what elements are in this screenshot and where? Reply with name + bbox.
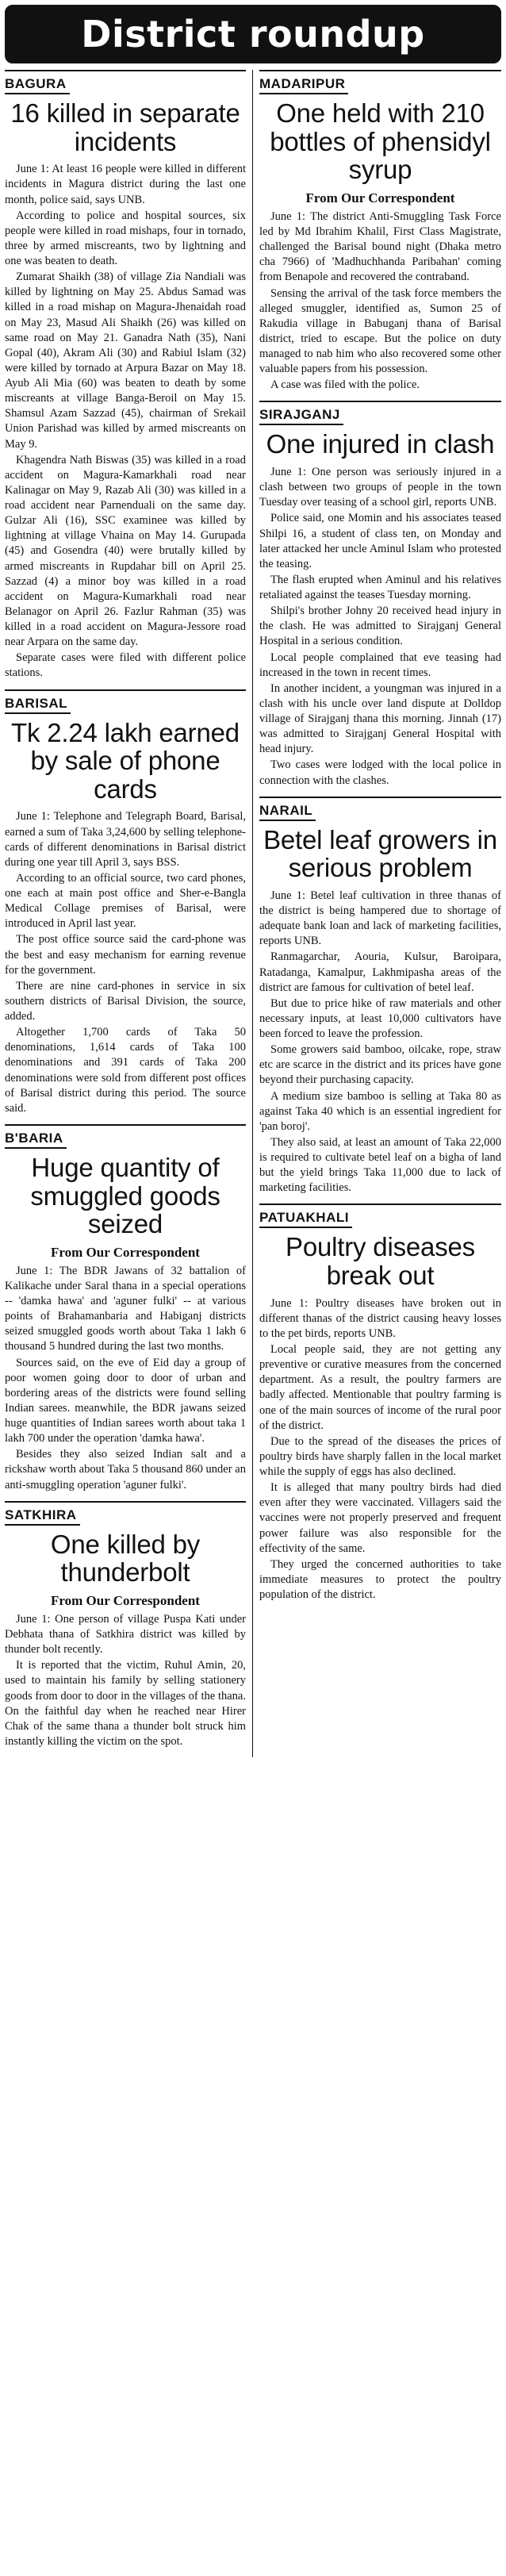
- dateline: MADARIPUR: [259, 75, 348, 94]
- paragraph: They also said, at least an amount of Taka 22,000 is required to cultivate betel leaf on a bigha of land but the yield brings Taka 11,000 due to lack of marketing facilities.: [259, 1135, 501, 1195]
- dateline: SATKHIRA: [5, 1506, 80, 1526]
- story-body: [5, 809, 246, 1116]
- dateline: B'BARIA: [5, 1129, 67, 1149]
- paragraph: A case was filed with the police.: [270, 378, 420, 392]
- paragraph: Sensing the arrival of the task force members the alleged smuggler, identified as, Sumon 25 of Rakudia village in Babuganj thana of Barisal district, tried to escape. But the police on duty managed to nab him who also recovered some other valuable papers from his possession.: [259, 286, 501, 376]
- dateline: BARISAL: [5, 694, 71, 714]
- paragraph: Sources said, on the eve of Eid day a group of poor women going door to door of urban and bordering areas of the districts were found selling Indian sarees. meanwhile, the BDR jawans seized huge quantities of Indian sarees worth about taka 1 lakh 700 under the operation 'damka hawa'.: [5, 1356, 246, 1445]
- headline: Poultry diseases break out: [286, 1232, 475, 1290]
- dateline: SIRAJGANJ: [259, 405, 343, 425]
- story-body: [5, 1264, 246, 1493]
- paragraph: There are nine card-phones in service in six southern districts of Barisal Division, the source, added.: [5, 979, 246, 1023]
- paragraph: Police said, one Momin and his associates teased Shilpi 16, a student of class ten, on Monday and later attacked her uncle Aminul Islam who protested the teasing.: [259, 512, 501, 570]
- paragraph: Separate cases were filed with different police stations.: [5, 651, 246, 680]
- dateline: NARAIL: [259, 801, 316, 821]
- headline: Betel leaf growers in serious problem: [263, 824, 497, 883]
- paragraph: June 1: Betel leaf cultivation in three thanas of the district is being hampered due to shortage of adequate bank loan and lack of marketing facilities, reports UNB.: [259, 889, 501, 948]
- paragraph: June 1: One person of village Puspa Kati under Debhata thana of Satkhira district was killed by thunder bolt recently.: [5, 1612, 246, 1657]
- story-madaripur: [259, 70, 501, 393]
- paragraph: June 1: The BDR Jawans of 32 battalion of Kalikache under Saral thana in a special operations -- 'damka hawa' and 'aguner fulki' -- at various points of Brahamanbaria and Habiganj districts seized smuggled goods worth about Taka 1 lakh 6 thousand 5 hundred during the last two months.: [5, 1264, 246, 1353]
- story-satkhira: [5, 1501, 246, 1749]
- byline: From Our Correspondent: [305, 190, 455, 205]
- paragraph: June 1: At least 16 people were killed in different incidents in Magura district during the last one month, police said, says UNB.: [5, 163, 246, 206]
- paragraph: June 1: The district Anti-Smuggling Task Force led by Md Ibrahim Khalil, First Class Magistrate, challenged the Barisal bound night (Dhaka metro cha 7966) of 'Madhuchhanda Paribahan' coming from Benapole and recovered the contraband.: [259, 209, 501, 284]
- paragraph: Besides they also seized Indian salt and a rickshaw worth about Taka 5 thousand 860 under an anti-smuggling operation 'aguner fulki'.: [5, 1448, 246, 1491]
- paragraph: They urged the concerned authorities to take immediate measures to protect the poultry population of the district.: [259, 1557, 501, 1601]
- columns: [5, 70, 501, 1757]
- paragraph: June 1: Poultry diseases have broken out in different thanas of the district causing heavy losses to the pet birds, reports UNB.: [259, 1296, 501, 1340]
- story-body: [259, 889, 501, 1196]
- story-sirajganj: [259, 401, 501, 788]
- paragraph: Due to the spread of the diseases the prices of poultry birds have sharply fallen in the local market while the supply of eggs has also declined.: [259, 1434, 501, 1478]
- paragraph: Local people said, they are not getting any preventive or curative measures from the concerned department. As a result, the poultry farmers are badly affected. Mentionable that poultry farming is one of the main sources of income of the rural poor of the district.: [259, 1343, 501, 1432]
- byline: From Our Correspondent: [51, 1592, 200, 1608]
- paragraph: Zumarat Shaikh (38) of village Zia Nandiali was killed by lightning on May 25. Abdus Samad was killed in a road mishap on Magura-Jhenaidah road on May 23, Masud Ali Shaikh (26) was killed on same road on May 21. Ganadra Nath (35), Nani Gopal (40), Akram Ali (30) and Rabiul Islam (32) were killed by tornado at Arpura Bazar on May 18. Ayub Ali Mia (60) was beaten to death by some miscreants at village Banga-Beroil on May 15. Shamsul Azam Sazzad (45), chairman of Srekail Union Parishad was killed by armed miscreants on May 9.: [5, 271, 246, 451]
- story-body: [259, 465, 501, 789]
- paragraph: June 1: One person was seriously injured in a clash between two groups of people in the town Tuesday over teasing of a school girl, reports UNB.: [259, 466, 501, 509]
- paragraph: But due to price hike of raw materials and other necessary inputs, at least 10,000 cultivators have been forced to leave the profession.: [259, 996, 501, 1040]
- paragraph: According to an official source, two card phones, one each at main post office and Sher-e-Bangla Medical Collage premises of Barisal, were introduced in April last year.: [5, 871, 246, 931]
- paragraph: According to police and hospital sources, six people were killed in road mishaps, four in tornado, three by armed miscreants, two by lightning and one was beaten to death.: [5, 209, 246, 267]
- section-banner: District roundup: [5, 5, 501, 63]
- headline: One held with 210 bottles of phensidyl syrup: [270, 98, 491, 185]
- paragraph: Khagendra Nath Biswas (35) was killed in a road accident on Magura-Kamarkhali road near Kalinagar on May 9, Razab Ali (30) was killed in a road accident near Parnenduali on the same day. Gulzar Ali (16), SSC examinee was killed by lightning at village Vhaina on May 14. Gurupada (45) and Gosendra (40) were brutally killed by armed miscreants in Rupdahar bill on April 25. Sazzad (4) a minor boy was killed in a road accident on Magura-Kumarkhali road near Belanagor on April 26. Fazlur Rahman (35) was killed in a road accident on Magura-Jessore road near Arpara on the same day.: [5, 453, 246, 649]
- paragraph: It is reported that the victim, Ruhul Amin, 20, used to maintain his family by selling stationery goods from door to door in the villages of the thana. On the faithful day when he reached near Hirer Chak of the same thana a thunder bolt struck him instantly killing the victim on the spot.: [5, 1659, 246, 1748]
- right-column: [253, 70, 501, 1757]
- story-body: [259, 1296, 501, 1603]
- dateline: BAGURA: [5, 75, 70, 94]
- paragraph: Ranmagarchar, Aouria, Kulsur, Baroipara, Ratadanga, Kamalpur, Lakhmipasha areas of the district are famous for cultivation of betel leaf.: [259, 950, 501, 994]
- story-narail: [259, 797, 501, 1196]
- paragraph: A medium size bamboo is selling at Taka 80 as against Taka 40 which is an essential ingredient for 'pan boroj'.: [259, 1089, 501, 1133]
- paragraph: The flash erupted when Aminul and his relatives retaliated against the teases Tuesday morning.: [259, 573, 501, 601]
- paragraph: Local people complained that eve teasing had increased in the town in recent times.: [259, 651, 501, 679]
- paragraph: Two cases were lodged with the local police in connection with the clashes.: [259, 758, 501, 787]
- paragraph: Some growers said bamboo, oilcake, rope, straw etc are scarce in the district and its prices have gone beyond their purchasing capacity.: [259, 1043, 501, 1087]
- paragraph: In another incident, a youngman was injured in a clash with his uncle over land dispute at Dolldop village of Sirajganj thana this morning. Jinnah (17) was admitted to Sirajganj General Hospital with head injury.: [259, 681, 501, 756]
- headline: One injured in clash: [266, 429, 495, 459]
- byline: From Our Correspondent: [51, 1244, 200, 1260]
- paragraph: June 1: Telephone and Telegraph Board, Barisal, earned a sum of Taka 3,24,600 by selling telephone-cards of different denominations in Barisal district during one year till April 3, says BSS.: [5, 810, 246, 869]
- paragraph: Altogether 1,700 cards of Taka 50 denominations, 1,614 cards of Taka 100 denominations and 391 cards of Taka 200 denominations were sold from different post offices of Barisal district during this period. The source said.: [5, 1026, 246, 1115]
- paragraph: It is alleged that many poultry birds had died even after they were vaccinated. Villagers said the vaccines were not properly preserved and frequent power failure was also responsible for the effectivity of the same.: [259, 1481, 501, 1555]
- headline: Tk 2.24 lakh earned by sale of phone cards: [11, 717, 240, 804]
- headline: 16 killed in separate incidents: [10, 98, 240, 156]
- paragraph: Shilpi's brother Johny 20 received head injury in the clash. He was admitted to Sirajganj General Hospital in a serious condition.: [259, 605, 501, 648]
- dateline: PATUAKHALI: [259, 1208, 352, 1228]
- story-barisal: [5, 689, 246, 1116]
- story-patuakhali: [259, 1204, 501, 1603]
- headline: Huge quantity of smuggled goods seized: [30, 1152, 220, 1239]
- story-body: [5, 1612, 246, 1749]
- left-column: [5, 70, 253, 1757]
- story-body: [5, 162, 246, 681]
- headline: One killed by thunderbolt: [50, 1529, 201, 1587]
- paragraph: The post office source said the card-phone was the best and easy mechanism for earning revenue for the government.: [5, 933, 246, 977]
- story-body: [259, 209, 501, 394]
- story-bbaria: [5, 1124, 246, 1493]
- story-bagura: [5, 70, 246, 681]
